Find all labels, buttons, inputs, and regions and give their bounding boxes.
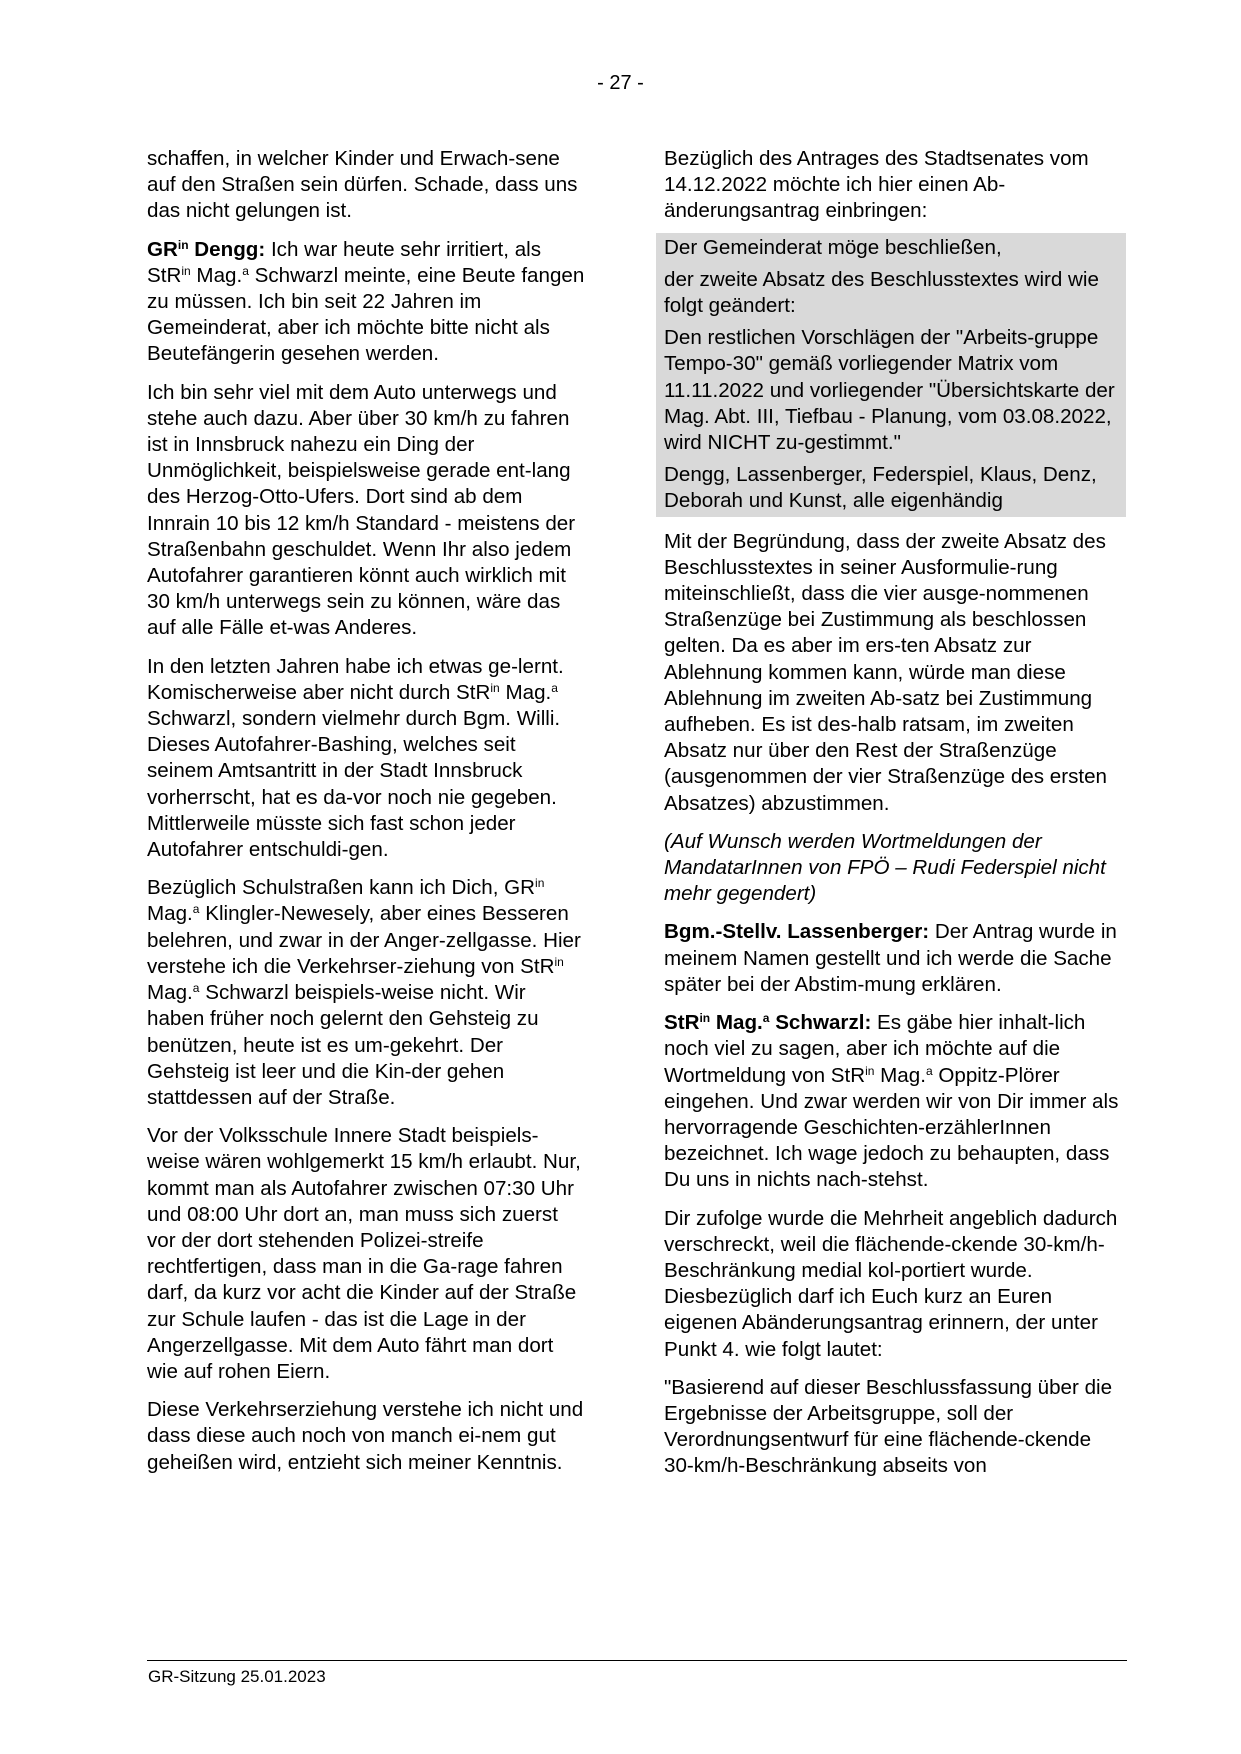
motion-box [656, 233, 1126, 517]
footer-text: GR-Sitzung 25.01.2023 [148, 1667, 326, 1686]
editorial-note: (Auf Wunsch werden Wortmeldungen der MandatarInnen von FPÖ – Rudi Federspiel nicht mehr gegendert) [664, 829, 1106, 906]
paragraph: Bezüglich Schulstraßen kann ich Dich, $GR^{in}$ Mag.$^a$ Klingler-Newesely, aber eines Besseren belehren, und zwar in der Anger-zellgasse. Hier verstehe ich die Verkehrser-ziehung von StR$^{in}$ Mag.$^a$ Schwarzl beispiels-weise nicht. Wir haben früher noch gelernt den Gehsteig zu benützen, heute ist es um-gekehrt. Der Gehsteig ist leer und die Kin-der gehen stattdessen auf der Straße. [147, 876, 581, 1109]
paragraph: Diese Verkehrserziehung verstehe ich nicht und dass diese auch noch von manch ei-nem gut geheißen wird, entzieht sich meiner Kenntnis. [147, 1398, 584, 1474]
motion-line: der zweite Absatz des Beschlusstextes wird wie folgt geändert: [664, 267, 1099, 318]
right-column [664, 146, 1126, 1492]
footer-divider [147, 1660, 1127, 1661]
paragraph: schaffen, in welcher Kinder und Erwach-sene auf den Straßen sein dürfen. Schade, dass uns das nicht gelungen ist. [147, 147, 578, 223]
paragraph: Bezüglich des Antrages des Stadtsenates vom 14.12.2022 möchte ich hier einen Ab-änderungsantrag einbringen: [664, 147, 1089, 223]
motion-line: Der Gemeinderat möge beschließen, [664, 235, 1002, 259]
speaker-label: $GR^{in}$ Dengg: [147, 237, 266, 261]
paragraph: Ich bin sehr viel mit dem Auto unterwegs und stehe auch dazu. Aber über 30 km/h zu fahren ist in Innsbruck nahezu ein Ding der Unmöglichkeit, beispielsweise gerade ent-lang des Herzog-Otto-Ufers. Dort sind ab dem Innrain 10 bis 12 km/h Standard - meistens der Straßenbahn geschuldet. Wenn Ihr also jedem Autofahrer garantieren könnt auch wirklich mit 30 km/h unterwegs sein zu können, wäre das auf alle Fälle et-was Anderes. [147, 380, 576, 640]
motion-line: Den restlichen Vorschlägen der "Arbeits-gruppe Tempo-30" gemäß vorliegender Matrix vom 11.11.2022 und vorliegender "Übersichtskarte der Mag. Abt. III, Tiefbau - Planung, vom 03.08.2022, wird NICHT zu-gestimmt." [664, 326, 1115, 455]
speaker-label: StR$^{in}$ Mag.$^a$ Schwarzl: [664, 1011, 872, 1035]
left-column [147, 146, 587, 1488]
paragraph: Mit der Begründung, dass der zweite Absatz des Beschlusstextes in seiner Ausformulie-rung miteinschließt, dass die vier ausge-nommenen Straßenzüge bei Zustimmung als beschlossen gelten. Da es aber im ers-ten Absatz zur Ablehnung kommen kann, würde man diese Ablehnung im zweiten Ab-satz bei Zustimmung aufheben. Es ist des-halb ratsam, im zweiten Absatz nur über den Rest der Straßenzüge (ausgenommen der vier Straßenzüge des ersten Absatzes) abzustimmen. [664, 529, 1107, 815]
paragraph-lassenberger: Bgm.-Stellv. Lassenberger: Der Antrag wurde in meinem Namen gestellt und ich werde die Sache später bei der Abstim-mung erklären. [664, 920, 1117, 996]
quoted-paragraph: "Basierend auf dieser Beschlussfassung über die Ergebnisse der Arbeitsgruppe, soll der Verordnungsentwurf für eine flächende-ckende 30-km/h-Beschränkung abseits von [664, 1375, 1113, 1478]
page-number: - 27 - [597, 72, 644, 94]
motion-signatories: Dengg, Lassenberger, Federspiel, Klaus, Denz, Deborah und Kunst, alle eigenhändig [664, 463, 1097, 513]
paragraph-dengg: $GR^{in}$ Dengg: Ich war heute sehr irritiert, als StR$^{in}$ Mag.$^a$ Schwarzl meinte, eine Beute fangen zu müssen. Ich bin seit 22 Jahren im Gemeinderat, aber ich möchte bitte nicht als Beutefängerin gesehen werden. [147, 237, 585, 366]
paragraph-schwarzl: StR$^{in}$ Mag.$^a$ Schwarzl: Es gäbe hier inhalt-lich noch viel zu sagen, aber ich möchte auf die Wortmeldung von StR$^{in}$ Mag.$^a$ Oppitz-Plörer eingehen. Und zwar werden wir von Dir immer als hervorragende Geschichten-erzählerInnen bezeichnet. Ich wage jedoch zu behaupten, dass Du uns in nichts nach-stehst. [664, 1011, 1119, 1192]
speaker-label: Bgm.-Stellv. Lassenberger: [664, 920, 930, 944]
paragraph: In den letzten Jahren habe ich etwas ge-lernt. Komischerweise aber nicht durch StR$^{in}$ Mag.$^a$ Schwarzl, sondern vielmehr durch Bgm. Willi. Dieses Autofahrer-Bashing, welches seit seinem Amtsantritt in der Stadt Innsbruck vorherrscht, hat es da-vor noch nie gegeben. Mittlerweile müsste sich fast schon jeder Autofahrer entschuldi-gen. [147, 654, 564, 862]
paragraph: Vor der Volksschule Innere Stadt beispiels-weise wären wohlgemerkt 15 km/h erlaubt. Nur, kommt man als Autofahrer zwischen 07:30 Uhr und 08:00 Uhr dort an, man muss sich zuerst vor der dort stehenden Polizei-streife rechtfertigen, dass man in die Ga-rage fahren darf, da kurz vor acht die Kinder auf der Straße zur Schule laufen - das ist die Lage in der Angerzellgasse. Mit dem Auto fährt man dort wie auf rohen Eiern. [147, 1124, 581, 1383]
paragraph: Dir zufolge wurde die Mehrheit angeblich dadurch verschreckt, weil die flächende-ckende 30-km/h-Beschränkung medial kol-portiert wurde. Diesbezüglich darf ich Euch kurz an Euren eigenen Abänderungsantrag erinnern, der unter Punkt 4. wie folgt lautet: [664, 1206, 1118, 1361]
